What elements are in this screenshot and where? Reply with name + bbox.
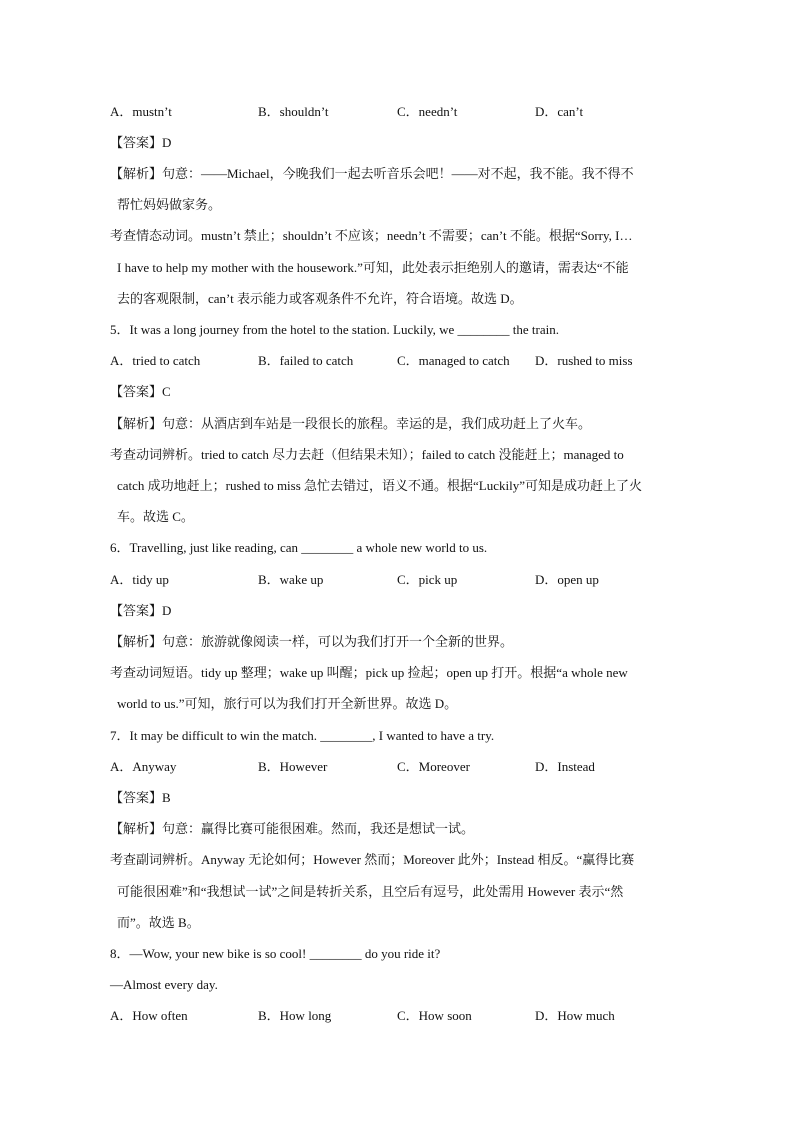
explanation-line: world to us.”可知，旅行可以为我们打开全新世界。故选 D。 <box>117 696 458 711</box>
options-row-q7 <box>110 758 680 776</box>
options-row-q4 <box>110 103 680 121</box>
option-a: A．Anyway <box>110 759 177 774</box>
options-row-q5 <box>110 352 680 370</box>
option-c: C．managed to catch <box>397 353 510 368</box>
analysis-line: 【解析】句意：赢得比赛可能很困难。然而，我还是想试一试。 <box>110 821 475 836</box>
option-d: D．Instead <box>535 759 595 774</box>
analysis-line: 【解析】句意：从酒店到车站是一段很长的旅程。幸运的是，我们成功赶上了火车。 <box>110 416 592 431</box>
answer-line: 【答案】C <box>110 384 171 399</box>
explanation-line: 可能很困难”和“我想试一试”之间是转折关系，且空后有逗号，此处需用 However 表示“然 <box>117 884 624 899</box>
explanation-line: 车。故选 C。 <box>117 509 194 524</box>
option-d: D．rushed to miss <box>535 353 633 368</box>
option-a: A．How often <box>110 1008 188 1023</box>
explanation-line: I have to help my mother with the housework.”可知，此处表示拒绝别人的邀请，需表达“不能 <box>117 260 629 275</box>
analysis-line: 帮忙妈妈做家务。 <box>117 197 222 212</box>
question-line: 6．Travelling, just like reading, can ________ a whole new world to us. <box>110 540 488 555</box>
explanation-line: catch 成功地赶上；rushed to miss 急忙去错过，语义不通。根据“Luckily”可知是成功赶上了火 <box>117 478 643 493</box>
analysis-line: 【解析】句意：——Michael，今晚我们一起去听音乐会吧！——对不起，我不能。我不得不 <box>110 166 634 181</box>
option-d: D．open up <box>535 572 599 587</box>
dialogue-line: —Almost every day. <box>110 977 218 992</box>
option-b: B．However <box>258 759 328 774</box>
question-line: 8．—Wow, your new bike is so cool! ________ do you ride it? <box>110 946 441 961</box>
explanation-line: 考查副词辨析。Anyway 无论如何；However 然而；Moreover 此外；Instead 相反。“赢得比赛 <box>110 852 635 867</box>
options-row-q6 <box>110 571 680 589</box>
option-c: C．needn’t <box>397 104 458 119</box>
option-c: C．pick up <box>397 572 458 587</box>
analysis-line: 【解析】句意：旅游就像阅读一样，可以为我们打开一个全新的世界。 <box>110 634 514 649</box>
answer-line: 【答案】D <box>110 135 172 150</box>
option-a: A．tried to catch <box>110 353 201 368</box>
option-a: A．tidy up <box>110 572 169 587</box>
explanation-line: 考查动词辨析。tried to catch 尽力去赶（但结果未知）；failed to catch 没能赶上；managed to <box>110 447 624 462</box>
explanation-line: 而”。故选 B。 <box>117 915 200 930</box>
question-line: 7．It may be difficult to win the match. ________, I wanted to have a try. <box>110 728 495 743</box>
option-b: B．wake up <box>258 572 324 587</box>
option-a: A．mustn’t <box>110 104 172 119</box>
option-c: C．Moreover <box>397 759 470 774</box>
option-b: B．failed to catch <box>258 353 354 368</box>
explanation-line: 考查动词短语。tidy up 整理；wake up 叫醒；pick up 捡起；open up 打开。根据“a whole new <box>110 665 628 680</box>
answer-line: 【答案】B <box>110 790 171 805</box>
explanation-line: 去的客观限制，can’t 表示能力或客观条件不允许，符合语境。故选 D。 <box>117 291 523 306</box>
question-line: 5．It was a long journey from the hotel to the station. Luckily, we ________ the train. <box>110 322 560 337</box>
options-row-q8 <box>110 1007 680 1025</box>
option-c: C．How soon <box>397 1008 472 1023</box>
explanation-line: 考查情态动词。mustn’t 禁止；shouldn’t 不应该；needn’t 不需要；can’t 不能。根据“Sorry, I… <box>110 228 633 243</box>
option-d: D．How much <box>535 1008 615 1023</box>
answer-line: 【答案】D <box>110 603 172 618</box>
option-b: B．How long <box>258 1008 332 1023</box>
option-d: D．can’t <box>535 104 584 119</box>
option-b: B．shouldn’t <box>258 104 329 119</box>
